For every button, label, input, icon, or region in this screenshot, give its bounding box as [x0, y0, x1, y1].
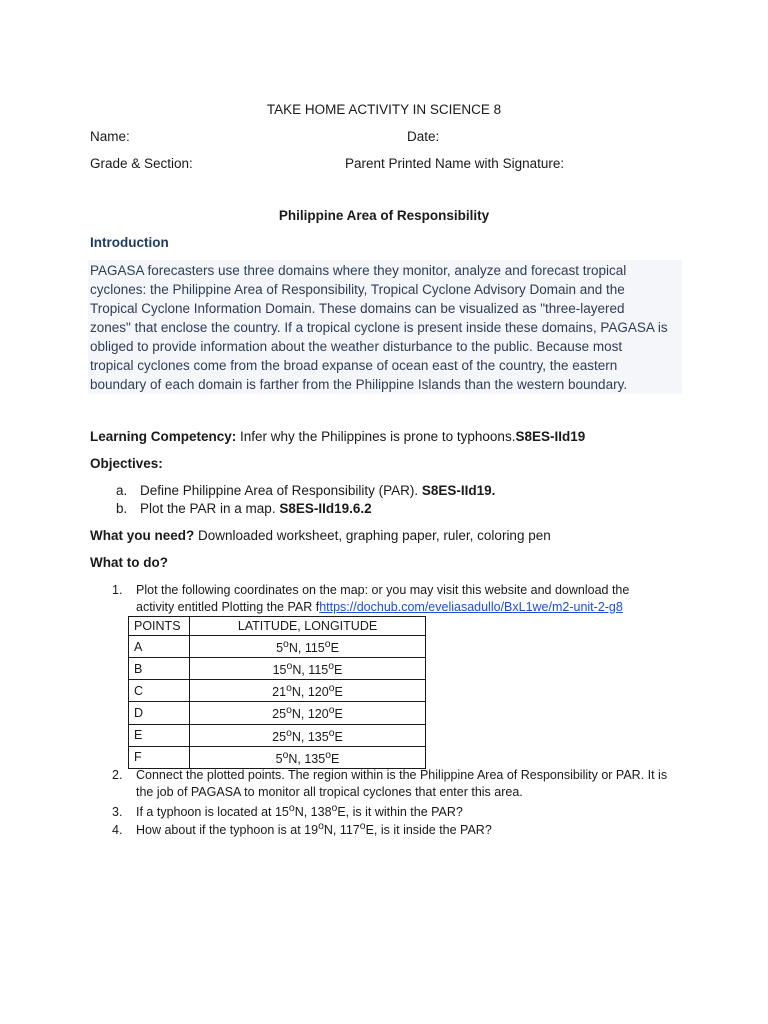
- step-1-line-1: Plot the following coordinates on the map: or you may visit this website and download the: [136, 583, 630, 597]
- document-title: TAKE HOME ACTIVITY IN SCIENCE 8: [266, 102, 502, 117]
- hemisphere-n: N,: [291, 729, 308, 744]
- what-you-need-label: What you need?: [90, 528, 195, 543]
- step-3-text-c: E, is it within the PAR?: [337, 805, 463, 820]
- introduction-text: [88, 260, 682, 394]
- step-2-line-2: the job of PAGASA to monitor all tropical cyclones that enter this area.: [136, 785, 523, 799]
- objective-item: [116, 500, 372, 518]
- what-you-need-text: Downloaded worksheet, graphing paper, ruler, coloring pen: [194, 528, 551, 543]
- degree-mark: o: [286, 705, 292, 717]
- intro-line: PAGASA forecasters use three domains where they monitor, analyze and forecast tropical: [90, 263, 627, 278]
- points-header: POINTS: [129, 617, 190, 636]
- step-number: 3.: [112, 805, 123, 820]
- latitude-value: 25: [272, 729, 287, 744]
- step-4-text-a: How about if the typhoon is at 19: [136, 823, 319, 838]
- step-2-line-1: Connect the plotted points. The region within is the Philippine Area of Responsibility or PAR. It is: [136, 768, 668, 782]
- lat-long-value: [190, 680, 426, 702]
- step-4: [112, 818, 492, 839]
- intro-line: Tropical Cyclone Information Domain. These domains can be visualized as "three-layered: [90, 301, 625, 316]
- dochub-link[interactable]: https://dochub.com/eveliasadullo/BxL1we/m2-unit-2-g8: [319, 600, 623, 614]
- what-you-need: [90, 527, 551, 545]
- lat-long-value: [190, 636, 426, 658]
- step-1-prefix: activity entitled Plotting the PAR f: [136, 600, 320, 614]
- intro-line: tropical cyclones come from the broad expanse of ocean east of the country, the eastern: [90, 358, 618, 373]
- degree-mark: o: [286, 661, 293, 673]
- intro-line: cyclones: the Philippine Area of Responsibility, Tropical Cyclone Advisory Domain and the: [90, 282, 625, 297]
- step-1: [112, 581, 629, 599]
- intro-line: obliged to provide information about the weather disturbance to the public. Because most: [90, 339, 623, 354]
- step-1-line-2: [136, 598, 623, 616]
- step-number: 1.: [112, 583, 123, 597]
- objective-marker: b.: [116, 501, 128, 516]
- degree-mark: o: [328, 705, 335, 717]
- objective-code: S8ES-IId19.: [421, 483, 496, 498]
- point-label: A: [129, 636, 190, 658]
- latitude-value: 21: [272, 685, 287, 700]
- learning-competency-label: Learning Competency:: [90, 429, 237, 444]
- step-3-text-b: N, 138: [294, 805, 332, 820]
- parent-signature-label: Parent Printed Name with Signature:: [345, 156, 565, 171]
- introduction-heading: Introduction: [90, 235, 169, 250]
- learning-competency-code: S8ES-IId19: [515, 429, 586, 444]
- point-label: B: [129, 658, 190, 680]
- longitude-value: 135: [307, 729, 329, 744]
- coordinates-table: [128, 616, 426, 769]
- section-title: Philippine Area of Responsibility: [278, 208, 490, 223]
- hemisphere-n: N,: [291, 685, 308, 700]
- point-label: C: [129, 680, 190, 702]
- longitude-value: 120: [307, 707, 329, 722]
- name-label: Name:: [90, 129, 130, 144]
- degree-mark: o: [286, 683, 292, 695]
- degree-mark: o: [286, 727, 292, 739]
- hemisphere-e: E: [334, 729, 343, 744]
- coordinates-table-body: [129, 636, 426, 769]
- lat-long-header: LATITUDE, LONGITUDE: [190, 617, 426, 636]
- degree-mark: o: [328, 727, 335, 739]
- degree-mark: o: [288, 803, 295, 814]
- table-row: [129, 680, 426, 702]
- hemisphere-e: E: [334, 707, 343, 722]
- longitude-value: 135: [304, 751, 326, 766]
- learning-competency-text: Infer why the Philippines is prone to typhoons.: [236, 429, 516, 444]
- hemisphere-n: N,: [291, 707, 308, 722]
- date-label: Date:: [407, 129, 440, 144]
- objective-marker: a.: [116, 483, 128, 498]
- objective-code: S8ES-IId19.6.2: [279, 501, 372, 516]
- lat-long-value: [190, 724, 426, 746]
- latitude-value: 5: [276, 641, 284, 656]
- lat-long-value: [190, 702, 426, 724]
- intro-line: zones" that enclose the country. If a tropical cyclone is present inside these domains, PAGASA is: [90, 320, 668, 335]
- table-row: [129, 658, 426, 680]
- hemisphere-n: N,: [288, 641, 305, 656]
- longitude-value: 115: [308, 663, 329, 678]
- hemisphere-n: N,: [292, 663, 309, 678]
- point-label: E: [129, 724, 190, 746]
- latitude-value: 25: [272, 707, 287, 722]
- latitude-value: 15: [272, 663, 287, 678]
- hemisphere-e: E: [331, 751, 340, 766]
- objective-text: Define Philippine Area of Responsibility (PAR).: [140, 483, 422, 498]
- step-4-text-c: E, is it inside the PAR?: [365, 823, 492, 838]
- step-3-text-a: If a typhoon is located at 15: [136, 805, 289, 820]
- table-row: [129, 702, 426, 724]
- lat-long-value: [190, 658, 426, 680]
- degree-mark: o: [324, 639, 331, 650]
- step-2: [112, 766, 667, 784]
- table-row: [129, 636, 426, 658]
- objectives-label: Objectives:: [90, 456, 163, 471]
- intro-line: boundary of each domain is farther from the Philippine Islands than the western boundary.: [90, 377, 628, 392]
- degree-mark: o: [325, 749, 332, 761]
- what-to-do-label: What to do?: [90, 555, 168, 570]
- longitude-value: 120: [307, 685, 329, 700]
- degree-mark: o: [282, 749, 289, 761]
- hemisphere-e: E: [334, 663, 343, 678]
- hemisphere-n: N,: [288, 751, 305, 766]
- step-4-text-b: N, 117: [323, 823, 360, 838]
- degree-mark: o: [328, 683, 335, 695]
- learning-competency: [90, 428, 585, 446]
- longitude-value: 115: [304, 641, 325, 656]
- degree-mark: o: [331, 803, 338, 814]
- step-number: 4.: [112, 823, 123, 838]
- objective-text: Plot the PAR in a map.: [140, 501, 280, 516]
- objective-item: [116, 482, 495, 500]
- degree-mark: o: [359, 821, 366, 832]
- point-label: F: [129, 746, 190, 768]
- step-number: 2.: [112, 768, 123, 782]
- table-header-row: [129, 617, 426, 636]
- hemisphere-e: E: [334, 685, 343, 700]
- degree-mark: o: [318, 821, 324, 832]
- degree-mark: o: [328, 661, 335, 673]
- grade-section-label: Grade & Section:: [90, 156, 193, 171]
- latitude-value: 5: [275, 751, 283, 766]
- table-row: [129, 724, 426, 746]
- hemisphere-e: E: [330, 641, 339, 656]
- point-label: D: [129, 702, 190, 724]
- degree-mark: o: [283, 639, 289, 650]
